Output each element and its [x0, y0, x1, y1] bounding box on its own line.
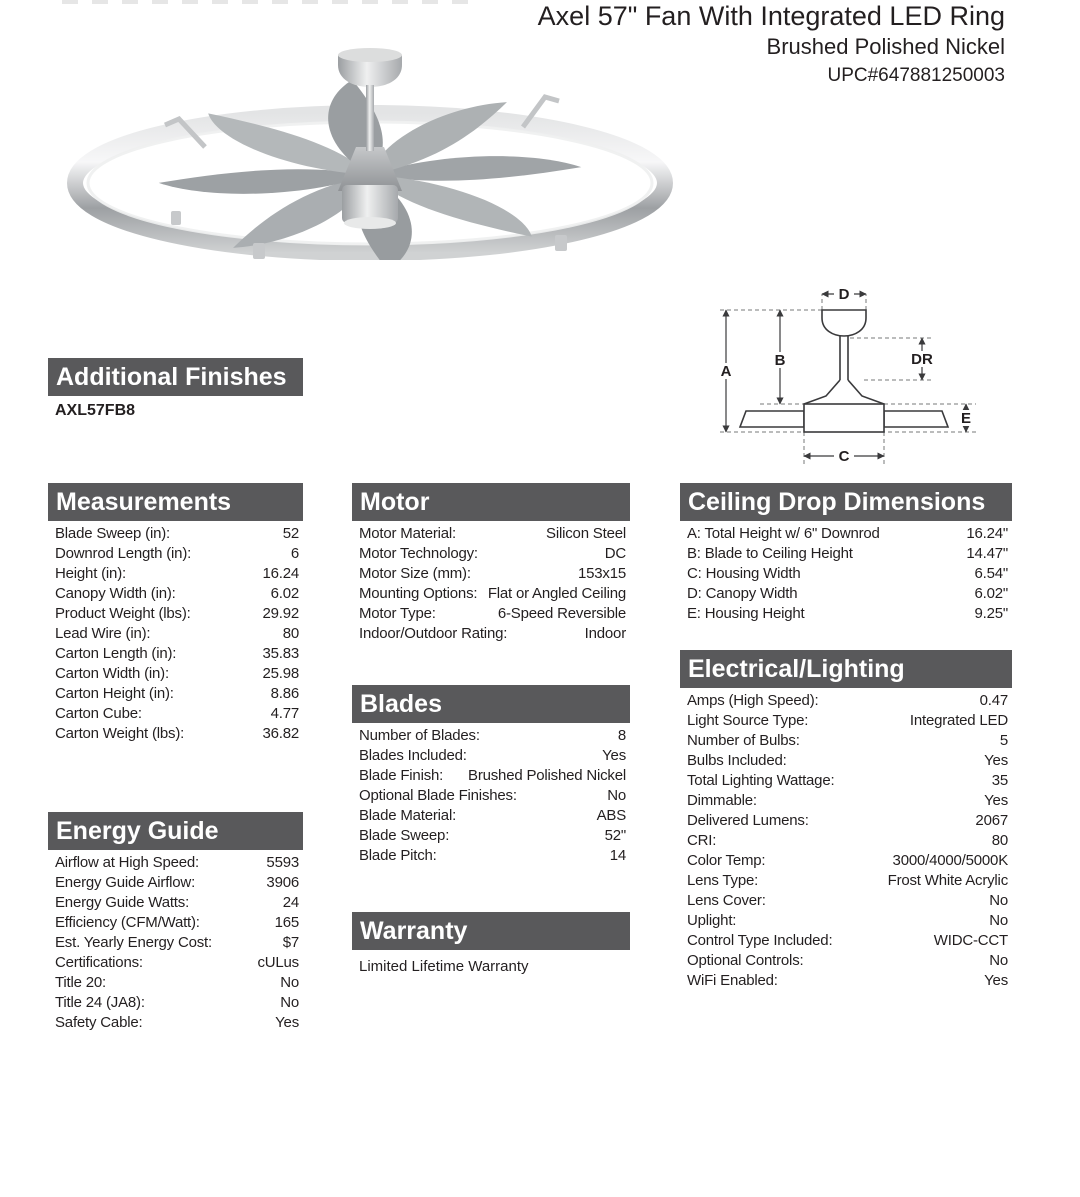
spec-row [687, 891, 1008, 911]
spec-row [359, 746, 626, 766]
spec-value: Frost White Acrylic [887, 872, 1008, 889]
spec-value: 8 [617, 727, 626, 744]
spec-value: No [280, 974, 299, 991]
product-title: Axel 57" Fan With Integrated LED Ring [537, 1, 1005, 31]
spec-label: Blade Pitch: [359, 847, 437, 864]
spec-label: Optional Controls: [687, 952, 804, 969]
spec-label: Indoor/Outdoor Rating: [359, 625, 508, 642]
spec-label: Downrod Length (in): [55, 545, 192, 562]
spec-label: Bulbs Included: [687, 752, 787, 769]
spec-row [55, 524, 299, 544]
product-upc: UPC#647881250003 [827, 65, 1005, 86]
dim-label-a: A [720, 363, 732, 380]
spec-row [687, 851, 1008, 871]
spec-value: Yes [984, 972, 1008, 989]
spec-value: 52 [282, 525, 299, 542]
section-ceiling-drop [680, 483, 1012, 624]
spec-value: Indoor [584, 625, 626, 642]
spec-value: 16.24 [262, 565, 299, 582]
spec-label: Dimmable: [687, 792, 757, 809]
fan-downrod [366, 85, 374, 151]
cropped-logo-strip [62, 0, 482, 4]
spec-row [687, 564, 1008, 584]
spec-label: D: Canopy Width [687, 585, 798, 602]
spec-row [55, 604, 299, 624]
section-header: Blades [352, 685, 630, 723]
spec-label: Safety Cable: [55, 1014, 143, 1031]
spec-value: 153x15 [577, 565, 626, 582]
spec-row [55, 644, 299, 664]
diagram-fan-outline [740, 310, 948, 432]
spec-value: cULus [257, 954, 299, 971]
spec-row [55, 544, 299, 564]
spec-value: 80 [282, 625, 299, 642]
spec-row [687, 771, 1008, 791]
spec-row [687, 911, 1008, 931]
spec-label: Blade Sweep (in): [55, 525, 170, 542]
spec-value: 80 [991, 832, 1008, 849]
section-blades [352, 685, 630, 866]
spec-label: Carton Length (in): [55, 645, 177, 662]
spec-label: Title 24 (JA8): [55, 994, 145, 1011]
product-finish: Brushed Polished Nickel [766, 34, 1005, 59]
spec-label: Delivered Lumens: [687, 812, 809, 829]
section-header: Electrical/Lighting [680, 650, 1012, 688]
spec-row [687, 711, 1008, 731]
fan-canopy [338, 48, 402, 87]
spec-value: 5593 [266, 854, 299, 871]
section-energy-guide [48, 812, 303, 1033]
spec-value: No [989, 892, 1008, 909]
spec-value: Yes [984, 792, 1008, 809]
spec-label: Lens Cover: [687, 892, 766, 909]
spec-value: 8.86 [270, 685, 299, 702]
spec-label: Light Source Type: [687, 712, 809, 729]
spec-value: 35 [991, 772, 1008, 789]
product-photo [55, 25, 675, 260]
spec-row [55, 973, 299, 993]
spec-value: No [607, 787, 626, 804]
spec-row [687, 751, 1008, 771]
spec-label: Blade Finish: [359, 767, 444, 784]
spec-row [359, 524, 626, 544]
dim-label-b: B [774, 352, 786, 369]
spec-value: DC [604, 545, 626, 562]
section-header: Ceiling Drop Dimensions [680, 483, 1012, 521]
spec-value: 3000/4000/5000K [892, 852, 1008, 869]
section-header: Motor [352, 483, 630, 521]
spec-row [687, 691, 1008, 711]
spec-value: 165 [274, 914, 299, 931]
spec-label: B: Blade to Ceiling Height [687, 545, 853, 562]
spec-row [687, 811, 1008, 831]
spec-label: CRI: [687, 832, 717, 849]
spec-row [359, 826, 626, 846]
spec-label: Efficiency (CFM/Watt): [55, 914, 200, 931]
spec-row [55, 704, 299, 724]
spec-row [359, 624, 626, 644]
spec-row [359, 604, 626, 624]
dim-label-d: D [838, 286, 850, 303]
spec-row [55, 873, 299, 893]
spec-label: Carton Weight (lbs): [55, 725, 185, 742]
spec-value: 5 [999, 732, 1008, 749]
spec-value: 6.02 [270, 585, 299, 602]
spec-value: 25.98 [262, 665, 299, 682]
spec-label: Control Type Included: [687, 932, 833, 949]
spec-label: Amps (High Speed): [687, 692, 819, 709]
spec-row [687, 951, 1008, 971]
spec-value: $7 [282, 934, 299, 951]
spec-row [359, 584, 626, 604]
spec-label: Title 20: [55, 974, 107, 991]
spec-row [359, 564, 626, 584]
spec-value: 4.77 [270, 705, 299, 722]
spec-label: Product Weight (lbs): [55, 605, 191, 622]
warranty-text: Limited Lifetime Warranty [359, 958, 529, 975]
spec-value: 35.83 [262, 645, 299, 662]
dim-label-c: C [838, 448, 850, 465]
spec-row [55, 913, 299, 933]
spec-row [359, 846, 626, 866]
spec-value: 6.54" [974, 565, 1008, 582]
spec-label: Certifications: [55, 954, 143, 971]
spec-value: Integrated LED [909, 712, 1008, 729]
spec-row [55, 993, 299, 1013]
spec-row [55, 853, 299, 873]
spec-label: Airflow at High Speed: [55, 854, 200, 871]
section-header: Additional Finishes [48, 358, 303, 396]
spec-value: Yes [984, 752, 1008, 769]
spec-row [55, 893, 299, 913]
spec-label: C: Housing Width [687, 565, 801, 582]
spec-value: 3906 [266, 874, 299, 891]
section-additional-finishes [48, 358, 303, 422]
spec-label: Est. Yearly Energy Cost: [55, 934, 212, 951]
spec-value: 52" [604, 827, 626, 844]
spec-label: Uplight: [687, 912, 737, 929]
spec-label: Lead Wire (in): [55, 625, 151, 642]
spec-value: 14 [609, 847, 626, 864]
spec-row [55, 953, 299, 973]
spec-row [359, 806, 626, 826]
section-motor [352, 483, 630, 644]
spec-value: 6.02" [974, 585, 1008, 602]
spec-value: 14.47" [966, 545, 1008, 562]
spec-value: 6 [290, 545, 299, 562]
spec-row [687, 831, 1008, 851]
spec-value: Silicon Steel [546, 525, 626, 542]
section-header: Measurements [48, 483, 303, 521]
spec-label: Carton Height (in): [55, 685, 174, 702]
spec-row [55, 1013, 299, 1033]
dim-label-dr: DR [911, 351, 933, 368]
spec-row [359, 726, 626, 746]
spec-row [55, 684, 299, 704]
spec-label: Blade Material: [359, 807, 457, 824]
section-header: Energy Guide [48, 812, 303, 850]
spec-value: Flat or Angled Ceiling [487, 585, 626, 602]
spec-row [55, 724, 299, 744]
spec-value: No [280, 994, 299, 1011]
spec-label: Motor Type: [359, 605, 436, 622]
spec-label: Total Lighting Wattage: [687, 772, 835, 789]
section-measurements [48, 483, 303, 744]
spec-label: Number of Blades: [359, 727, 480, 744]
spec-label: Height (in): [55, 565, 126, 582]
spec-row [55, 664, 299, 684]
spec-row [359, 786, 626, 806]
spec-row [55, 624, 299, 644]
spec-label: Motor Technology: [359, 545, 478, 562]
spec-value: 16.24" [966, 525, 1008, 542]
finish-code: AXL57FB8 [55, 402, 136, 419]
spec-value: 2067 [975, 812, 1008, 829]
spec-label: A: Total Height w/ 6" Downrod [687, 525, 880, 542]
spec-row [687, 584, 1008, 604]
spec-label: Canopy Width (in): [55, 585, 176, 602]
spec-row [687, 971, 1008, 991]
spec-row [55, 564, 299, 584]
spec-value: 36.82 [262, 725, 299, 742]
spec-row [687, 524, 1008, 544]
spec-label: Motor Material: [359, 525, 457, 542]
dimension-diagram [700, 280, 1080, 475]
spec-label: Mounting Options: [359, 585, 478, 602]
spec-value: 6-Speed Reversible [497, 605, 626, 622]
spec-value: No [989, 912, 1008, 929]
spec-row [687, 731, 1008, 751]
spec-value: Yes [602, 747, 626, 764]
section-header: Warranty [352, 912, 630, 950]
spec-value: ABS [596, 807, 626, 824]
spec-row [687, 544, 1008, 564]
spec-value: 0.47 [979, 692, 1008, 709]
spec-label: Color Temp: [687, 852, 766, 869]
spec-label: Optional Blade Finishes: [359, 787, 517, 804]
spec-label: WiFi Enabled: [687, 972, 778, 989]
spec-value: WIDC-CCT [933, 932, 1008, 949]
section-electrical [680, 650, 1012, 991]
spec-label: Number of Bulbs: [687, 732, 800, 749]
spec-value: 24 [282, 894, 299, 911]
spec-row [359, 544, 626, 564]
dim-label-e: E [960, 410, 972, 427]
spec-row [55, 933, 299, 953]
spec-value: No [989, 952, 1008, 969]
spec-row [687, 871, 1008, 891]
spec-value: Yes [275, 1014, 299, 1031]
spec-row [687, 931, 1008, 951]
spec-value: Brushed Polished Nickel [468, 767, 626, 784]
spec-row [359, 766, 626, 786]
spec-row [687, 791, 1008, 811]
spec-label: Energy Guide Watts: [55, 894, 190, 911]
spec-row [55, 584, 299, 604]
spec-row [687, 604, 1008, 624]
spec-label: E: Housing Height [687, 605, 805, 622]
spec-label: Blade Sweep: [359, 827, 450, 844]
spec-label: Carton Cube: [55, 705, 142, 722]
spec-label: Motor Size (mm): [359, 565, 471, 582]
spec-label: Blades Included: [359, 747, 467, 764]
spec-label: Energy Guide Airflow: [55, 874, 196, 891]
spec-value: 9.25" [974, 605, 1008, 622]
section-warranty [352, 912, 630, 977]
spec-value: 29.92 [262, 605, 299, 622]
spec-label: Carton Width (in): [55, 665, 169, 682]
spec-label: Lens Type: [687, 872, 759, 889]
fan-light-hub [342, 185, 398, 229]
